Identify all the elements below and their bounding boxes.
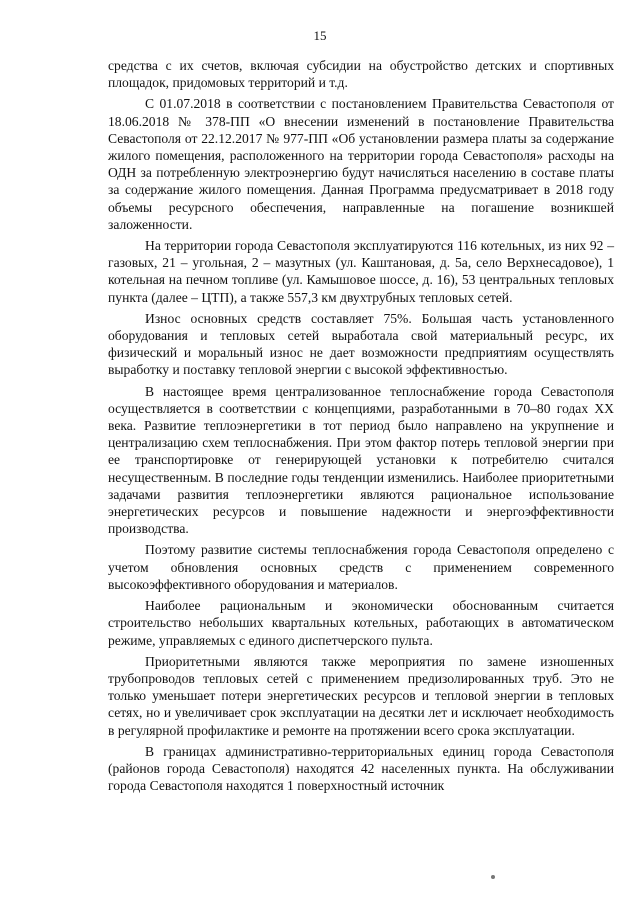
paragraph-continuation: средства с их счетов, включая субсидии на обустройство детских и спортивных площадок, придомовых территорий и т.д.: [108, 58, 614, 91]
paragraph-settlements: В границах административно-территориальных единиц города Севастополя (районов города Севастополя) находятся 42 населенных пункта. На обслуживании города Севастополя находятся 1 поверхностный источник: [108, 743, 614, 794]
paragraph-heat-supply-history: В настоящее время централизованное теплоснабжение города Севастополя осуществляется в соответствии с концепциями, разработанными в 70–80 годах XX века. Развитие теплоэнергетики в тот период было направлено на укрупнение и централизацию схем теплоснабжения. При этом фактор потерь тепловой энергии при ее транспортировке от генерирующей установки к потребителю считался несущественным. В последние годы тенденции изменились. Наиболее приоритетными задачами развития теплоэнергетики являются рациональное использование энергетических ресурсов и повышение надежности и энергоэффективности производства.: [108, 383, 614, 537]
page-number: 15: [313, 28, 327, 43]
paragraph-equipment-wear: Износ основных средств составляет 75%. Большая часть установленного оборудования и тепловых сетей выработала свой материальный ресурс, их физический и моральный износ не дает возможности предприятиям осуществлять выработку и поставку тепловой энергии с высокой эффективностью.: [108, 310, 614, 378]
paragraph-boiler-houses: На территории города Севастополя эксплуатируются 116 котельных, из них 92 – газовых, 21 – угольная, 2 – мазутных (ул. Каштановая, д. 5а, село Верхнесадовое), 1 котельная на печном топливе (ул. Камышовое шоссе, д. 16), 53 центральных тепловых пункта (далее – ЦТП), а также 557,3 км двухтрубных тепловых сетей.: [108, 238, 614, 305]
scan-speck: [491, 875, 495, 879]
paragraph-quarter-boilers: Наиболее рациональным и экономически обоснованным считается строительство небольших квартальных котельных, работающих в автоматическом режиме, управляемых с единого диспетчерского пульта.: [108, 598, 614, 648]
paragraph-development: Поэтому развитие системы теплоснабжения города Севастополя определено с учетом обновления основных средств с применением современного высокоэффективного оборудования и материалов.: [108, 542, 614, 592]
paragraph-pipe-replacement: Приоритетными являются также мероприятия по замене изношенных трубопроводов тепловых сетей с применением предизолированных труб. Это не только уменьшает потери энергетических ресурсов и тепловой энергии в тепловых сетях, но и увеличивает срок эксплуатации на десятки лет и исключает необходимость в регулярной профилактике и ремонте на протяжении всего срока эксплуатации.: [108, 653, 614, 738]
paragraph-odn-charges: С 01.07.2018 в соответствии с постановлением Правительства Севастополя от 18.06.2018 № 378-ПП «О внесении изменений в постановление Правительства Севастополя от 22.12.2017 № 977-ПП «Об установлении размера платы за содержание жилого помещения, расположенного на территории города Севастополя» расходы на ОДН за потребленную электроэнергию будут начисляться населению в составе платы за содержание жилого помещения. Данная Программа предусматривает в 2018 году объемы ресурсного обеспечения, направленные на погашение возникшей заложенности.: [108, 96, 614, 232]
document-body: [108, 57, 614, 798]
